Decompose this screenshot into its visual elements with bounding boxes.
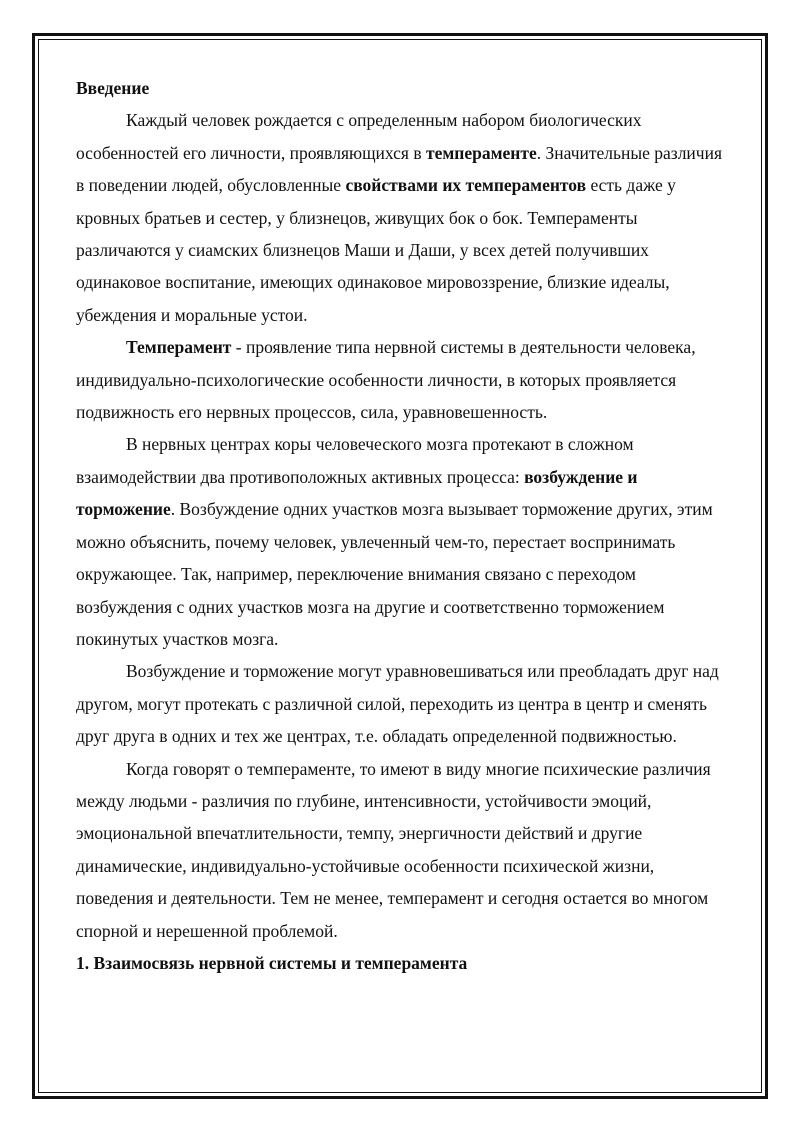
paragraph-5: Когда говорят о темпераменте, то имеют в виду многие психические различия между людьми - различия по глубине, интенсивности, устойчивости эмоций, эмоциональной впечатлительности, темпу, энергичности действий и другие динамические, индивидуально-устойчивые особенности психической жизни, поведения и деятельности. Тем не менее, темперамент и сегодня остается во многом спорной и нерешенной проблемой. <box>76 758 711 941</box>
section-1-heading: 1. Взаимосвязь нервной системы и темперамента <box>76 952 468 973</box>
paragraph-2: Темперамент - проявление типа нервной системы в деятельности человека, индивидуально-психологические особенности личности, в которых проявляется подвижность его нервных процессов, сила, уравновешенность. <box>76 337 696 423</box>
document-body <box>76 72 726 979</box>
paragraph-1: Каждый человек рождается с определенным набором биологических особенностей его личности, проявляющихся в темпераменте. Значительные различия в поведении людей, обусловленные свойствами их темпераментов есть даже у кровных братьев и сестер, у близнецов, живущих бок о бок. Темпераменты различаются у сиамских близнецов Маши и Даши, у всех детей получивших одинаковое воспитание, имеющих одинаковое мировоззрение, близкие идеалы, убеждения и моральные устои. <box>76 110 723 325</box>
intro-heading: Введение <box>76 78 150 98</box>
paragraph-3: В нервных центрах коры человеческого мозга протекают в сложном взаимодействии два противоположных активных процесса: возбуждение и торможение. Возбуждение одних участков мозга вызывает торможение других, этим можно объяснить, почему человек, увлеченный чем-то, перестает воспринимать окружающее. Так, например, переключение внимания связано с переходом возбуждения с одних участков мозга на другие и соответственно торможением покинутых участков мозга. <box>76 434 713 649</box>
paragraph-4: Возбуждение и торможение могут уравновешиваться или преобладать друг над другом, могут протекать с различной силой, переходить из центра в центр и сменять друг друга в одних и тех же центрах, т.е. обладать определенной подвижностью. <box>76 661 719 747</box>
